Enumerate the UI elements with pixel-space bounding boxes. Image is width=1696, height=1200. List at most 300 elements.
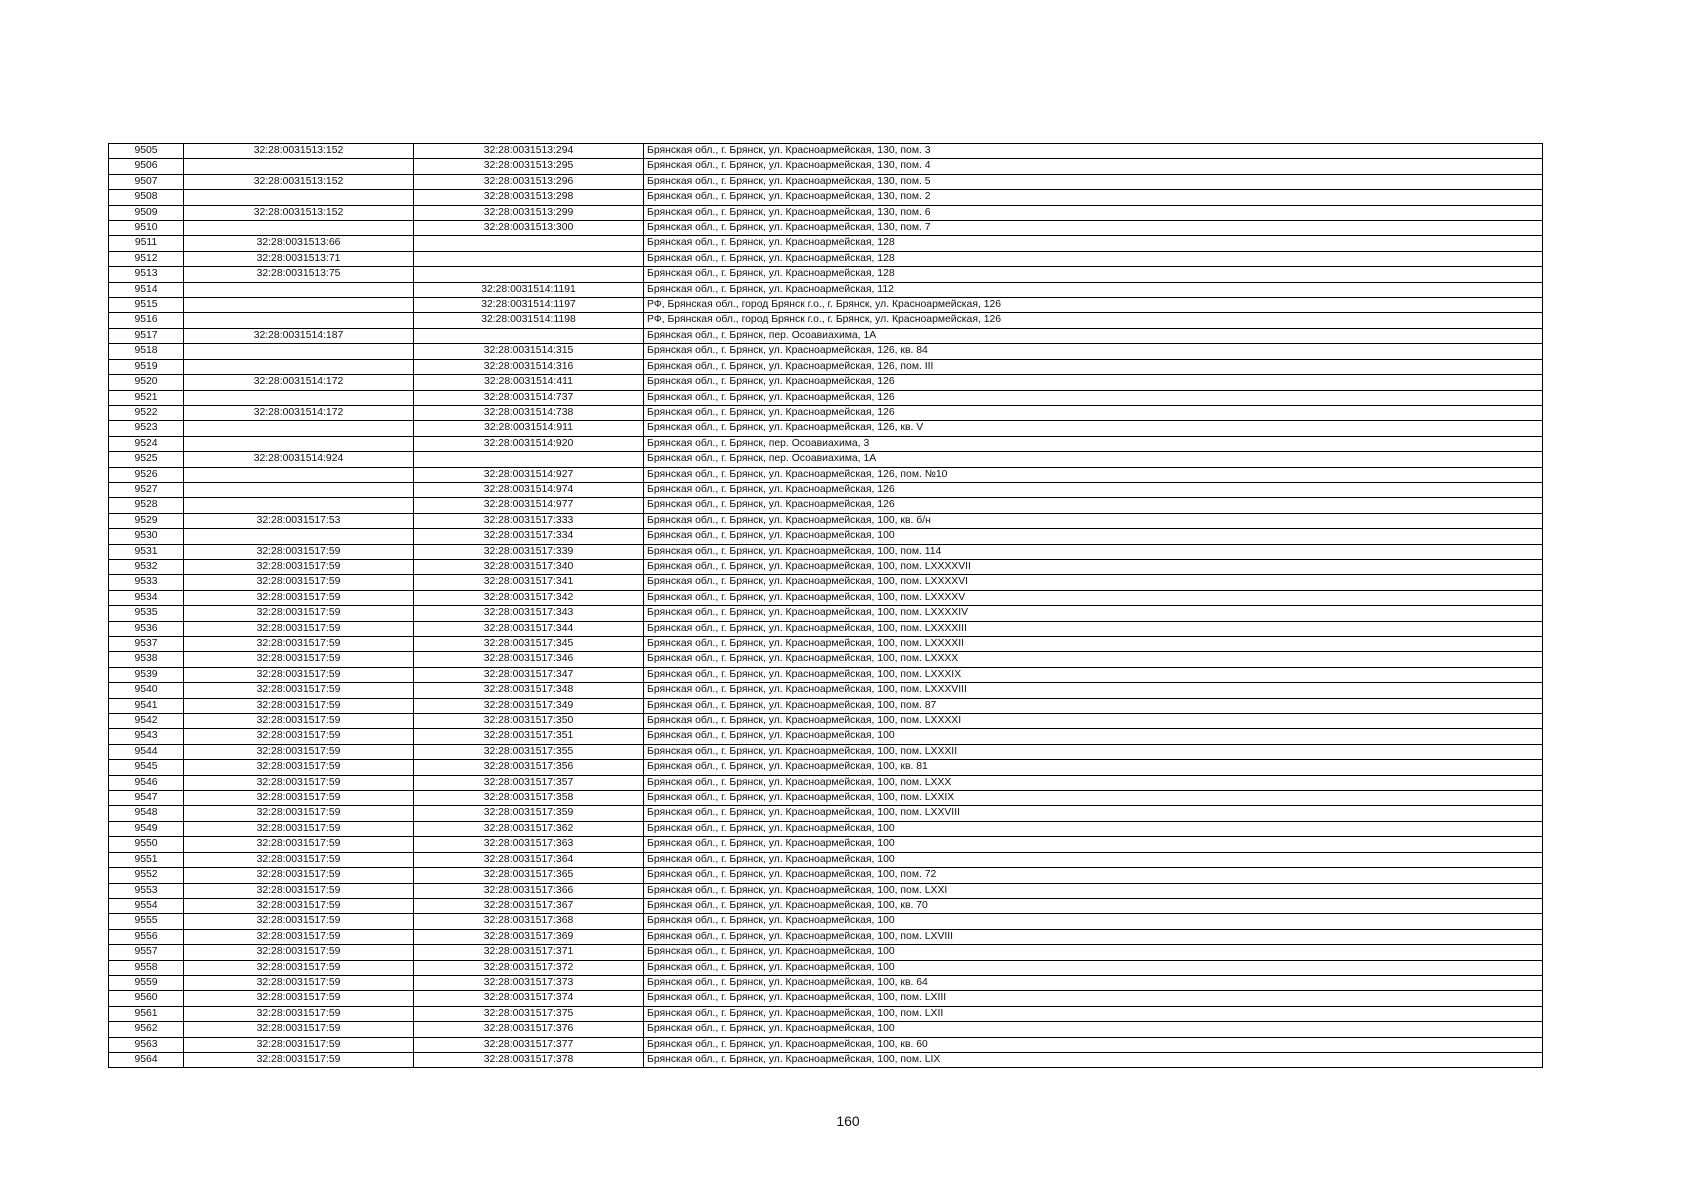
address-cell: Брянская обл., г. Брянск, ул. Красноармейская, 100, пом. LXXXXII: [644, 637, 1543, 652]
address-cell: Брянская обл., г. Брянск, ул. Красноармейская, 130, пом. 5: [644, 174, 1543, 189]
row-number-cell: 9513: [109, 267, 184, 282]
cadastral-number-cell: 32:28:0031517:364: [414, 852, 644, 867]
table-row: [109, 498, 1543, 513]
cadastral-number-cell: 32:28:0031517:346: [414, 652, 644, 667]
parent-cadastral-number-cell: 32:28:0031517:59: [184, 929, 414, 944]
table-row: [109, 683, 1543, 698]
address-cell: Брянская обл., г. Брянск, ул. Красноармейская, 126, пом. №10: [644, 467, 1543, 482]
parent-cadastral-number-cell: 32:28:0031517:59: [184, 945, 414, 960]
cadastral-number-cell: [414, 236, 644, 251]
row-number-cell: 9562: [109, 1022, 184, 1037]
cadastral-number-cell: 32:28:0031517:362: [414, 821, 644, 836]
row-number-cell: 9537: [109, 637, 184, 652]
table-row: [109, 544, 1543, 559]
address-cell: Брянская обл., г. Брянск, ул. Красноармейская, 100, кв. 60: [644, 1037, 1543, 1052]
address-cell: Брянская обл., г. Брянск, ул. Красноармейская, 100, пом. 114: [644, 544, 1543, 559]
row-number-cell: 9509: [109, 205, 184, 220]
table-row: [109, 421, 1543, 436]
address-cell: Брянская обл., г. Брянск, пер. Осоавиахима, 1А: [644, 452, 1543, 467]
parent-cadastral-number-cell: 32:28:0031513:71: [184, 251, 414, 266]
row-number-cell: 9550: [109, 837, 184, 852]
row-number-cell: 9549: [109, 821, 184, 836]
address-cell: Брянская обл., г. Брянск, ул. Красноармейская, 126: [644, 498, 1543, 513]
row-number-cell: 9518: [109, 344, 184, 359]
row-number-cell: 9559: [109, 975, 184, 990]
table-row: [109, 714, 1543, 729]
table-row: [109, 144, 1543, 159]
cadastral-number-cell: 32:28:0031517:363: [414, 837, 644, 852]
parent-cadastral-number-cell: 32:28:0031517:59: [184, 667, 414, 682]
parent-cadastral-number-cell: 32:28:0031514:924: [184, 452, 414, 467]
row-number-cell: 9521: [109, 390, 184, 405]
parent-cadastral-number-cell: [184, 467, 414, 482]
table-row: [109, 190, 1543, 205]
address-cell: Брянская обл., г. Брянск, пер. Осоавиахима, 3: [644, 436, 1543, 451]
parent-cadastral-number-cell: [184, 359, 414, 374]
row-number-cell: 9527: [109, 482, 184, 497]
address-cell: Брянская обл., г. Брянск, ул. Красноармейская, 100, пом. LXXIX: [644, 791, 1543, 806]
row-number-cell: 9535: [109, 606, 184, 621]
row-number-cell: 9558: [109, 960, 184, 975]
address-cell: Брянская обл., г. Брянск, ул. Красноармейская, 130, пом. 3: [644, 144, 1543, 159]
row-number-cell: 9524: [109, 436, 184, 451]
table-row: [109, 452, 1543, 467]
parent-cadastral-number-cell: 32:28:0031517:59: [184, 1022, 414, 1037]
address-cell: Брянская обл., г. Брянск, ул. Красноармейская, 100: [644, 914, 1543, 929]
table-row: [109, 159, 1543, 174]
row-number-cell: 9529: [109, 513, 184, 528]
table-body: [109, 144, 1543, 1068]
table-row: [109, 375, 1543, 390]
address-cell: Брянская обл., г. Брянск, ул. Красноармейская, 100, кв. 81: [644, 760, 1543, 775]
row-number-cell: 9552: [109, 868, 184, 883]
address-cell: Брянская обл., г. Брянск, ул. Красноармейская, 126: [644, 375, 1543, 390]
parent-cadastral-number-cell: 32:28:0031517:59: [184, 914, 414, 929]
row-number-cell: 9512: [109, 251, 184, 266]
parent-cadastral-number-cell: 32:28:0031517:59: [184, 606, 414, 621]
parent-cadastral-number-cell: 32:28:0031517:53: [184, 513, 414, 528]
address-cell: Брянская обл., г. Брянск, ул. Красноармейская, 100, пом. LXXXIX: [644, 667, 1543, 682]
parent-cadastral-number-cell: 32:28:0031517:59: [184, 821, 414, 836]
parent-cadastral-number-cell: 32:28:0031513:152: [184, 174, 414, 189]
table-row: [109, 390, 1543, 405]
address-cell: Брянская обл., г. Брянск, ул. Красноармейская, 126, пом. III: [644, 359, 1543, 374]
table-row: [109, 436, 1543, 451]
table-row: [109, 575, 1543, 590]
table-row: [109, 775, 1543, 790]
cadastral-number-cell: 32:28:0031517:334: [414, 529, 644, 544]
table-row: [109, 205, 1543, 220]
parent-cadastral-number-cell: 32:28:0031517:59: [184, 559, 414, 574]
parent-cadastral-number-cell: 32:28:0031513:152: [184, 144, 414, 159]
cadastral-number-cell: 32:28:0031517:376: [414, 1022, 644, 1037]
row-number-cell: 9516: [109, 313, 184, 328]
table-row: [109, 359, 1543, 374]
parent-cadastral-number-cell: 32:28:0031513:152: [184, 205, 414, 220]
address-cell: Брянская обл., г. Брянск, ул. Красноармейская, 100, пом. LIX: [644, 1052, 1543, 1067]
row-number-cell: 9507: [109, 174, 184, 189]
cadastral-number-cell: 32:28:0031513:296: [414, 174, 644, 189]
parent-cadastral-number-cell: [184, 498, 414, 513]
row-number-cell: 9542: [109, 714, 184, 729]
address-cell: Брянская обл., г. Брянск, ул. Красноармейская, 100, пом. 72: [644, 868, 1543, 883]
cadastral-number-cell: 32:28:0031517:341: [414, 575, 644, 590]
table-row: [109, 221, 1543, 236]
cadastral-number-cell: 32:28:0031517:347: [414, 667, 644, 682]
row-number-cell: 9533: [109, 575, 184, 590]
table-row: [109, 298, 1543, 313]
parent-cadastral-number-cell: 32:28:0031514:172: [184, 375, 414, 390]
cadastral-number-cell: 32:28:0031517:375: [414, 1006, 644, 1021]
row-number-cell: 9532: [109, 559, 184, 574]
parent-cadastral-number-cell: [184, 344, 414, 359]
cadastral-number-cell: 32:28:0031517:349: [414, 698, 644, 713]
address-cell: Брянская обл., г. Брянск, ул. Красноармейская, 100: [644, 837, 1543, 852]
row-number-cell: 9545: [109, 760, 184, 775]
parent-cadastral-number-cell: 32:28:0031517:59: [184, 637, 414, 652]
address-cell: Брянская обл., г. Брянск, ул. Красноармейская, 100: [644, 852, 1543, 867]
cadastral-number-cell: 32:28:0031517:357: [414, 775, 644, 790]
table-row: [109, 1006, 1543, 1021]
address-cell: Брянская обл., г. Брянск, ул. Красноармейская, 100, кв. 70: [644, 898, 1543, 913]
cadastral-number-cell: 32:28:0031514:315: [414, 344, 644, 359]
table-row: [109, 236, 1543, 251]
parent-cadastral-number-cell: 32:28:0031517:59: [184, 652, 414, 667]
parent-cadastral-number-cell: 32:28:0031517:59: [184, 1006, 414, 1021]
cadastral-number-cell: 32:28:0031517:371: [414, 945, 644, 960]
address-cell: Брянская обл., г. Брянск, ул. Красноармейская, 100, пом. LXXXVIII: [644, 683, 1543, 698]
cadastral-number-cell: [414, 267, 644, 282]
cadastral-number-cell: 32:28:0031517:355: [414, 744, 644, 759]
cadastral-number-cell: 32:28:0031517:340: [414, 559, 644, 574]
table-row: [109, 914, 1543, 929]
address-cell: Брянская обл., г. Брянск, ул. Красноармейская, 112: [644, 282, 1543, 297]
parent-cadastral-number-cell: [184, 282, 414, 297]
parent-cadastral-number-cell: [184, 313, 414, 328]
cadastral-number-cell: 32:28:0031517:344: [414, 621, 644, 636]
parent-cadastral-number-cell: 32:28:0031517:59: [184, 1052, 414, 1067]
row-number-cell: 9561: [109, 1006, 184, 1021]
cadastral-number-cell: 32:28:0031517:373: [414, 975, 644, 990]
cadastral-number-cell: 32:28:0031514:911: [414, 421, 644, 436]
address-cell: Брянская обл., г. Брянск, ул. Красноармейская, 100, пом. LXXVIII: [644, 806, 1543, 821]
address-cell: Брянская обл., г. Брянск, ул. Красноармейская, 130, пом. 7: [644, 221, 1543, 236]
row-number-cell: 9534: [109, 590, 184, 605]
row-number-cell: 9520: [109, 375, 184, 390]
parent-cadastral-number-cell: 32:28:0031517:59: [184, 837, 414, 852]
table-row: [109, 975, 1543, 990]
cadastral-number-cell: 32:28:0031517:345: [414, 637, 644, 652]
parent-cadastral-number-cell: 32:28:0031517:59: [184, 744, 414, 759]
cadastral-number-cell: 32:28:0031517:374: [414, 991, 644, 1006]
cadastral-number-cell: 32:28:0031514:920: [414, 436, 644, 451]
parent-cadastral-number-cell: 32:28:0031517:59: [184, 991, 414, 1006]
parent-cadastral-number-cell: [184, 298, 414, 313]
row-number-cell: 9505: [109, 144, 184, 159]
address-cell: Брянская обл., г. Брянск, ул. Красноармейская, 100, пом. LXXXXIII: [644, 621, 1543, 636]
cadastral-number-cell: 32:28:0031517:356: [414, 760, 644, 775]
row-number-cell: 9525: [109, 452, 184, 467]
address-cell: Брянская обл., г. Брянск, пер. Осоавиахима, 1А: [644, 328, 1543, 343]
parent-cadastral-number-cell: [184, 390, 414, 405]
address-cell: Брянская обл., г. Брянск, ул. Красноармейская, 126, кв. V: [644, 421, 1543, 436]
parent-cadastral-number-cell: 32:28:0031517:59: [184, 898, 414, 913]
cadastral-number-cell: 32:28:0031517:365: [414, 868, 644, 883]
row-number-cell: 9560: [109, 991, 184, 1006]
address-cell: Брянская обл., г. Брянск, ул. Красноармейская, 100, пом. LXXXX: [644, 652, 1543, 667]
table-row: [109, 960, 1543, 975]
row-number-cell: 9511: [109, 236, 184, 251]
table-row: [109, 559, 1543, 574]
row-number-cell: 9563: [109, 1037, 184, 1052]
cadastral-number-cell: 32:28:0031517:343: [414, 606, 644, 621]
cadastral-number-cell: 32:28:0031517:342: [414, 590, 644, 605]
table-row: [109, 991, 1543, 1006]
row-number-cell: 9514: [109, 282, 184, 297]
address-cell: Брянская обл., г. Брянск, ул. Красноармейская, 100: [644, 821, 1543, 836]
row-number-cell: 9548: [109, 806, 184, 821]
address-cell: Брянская обл., г. Брянск, ул. Красноармейская, 100: [644, 729, 1543, 744]
address-cell: Брянская обл., г. Брянск, ул. Красноармейская, 100, пом. LXXX: [644, 775, 1543, 790]
row-number-cell: 9546: [109, 775, 184, 790]
row-number-cell: 9508: [109, 190, 184, 205]
address-cell: Брянская обл., г. Брянск, ул. Красноармейская, 100: [644, 960, 1543, 975]
table-row: [109, 606, 1543, 621]
address-cell: Брянская обл., г. Брянск, ул. Красноармейская, 130, пом. 4: [644, 159, 1543, 174]
parent-cadastral-number-cell: 32:28:0031517:59: [184, 621, 414, 636]
address-cell: Брянская обл., г. Брянск, ул. Красноармейская, 100: [644, 529, 1543, 544]
cadastral-number-cell: 32:28:0031514:737: [414, 390, 644, 405]
table-row: [109, 590, 1543, 605]
row-number-cell: 9510: [109, 221, 184, 236]
address-cell: Брянская обл., г. Брянск, ул. Красноармейская, 100: [644, 1022, 1543, 1037]
address-cell: Брянская обл., г. Брянск, ул. Красноармейская, 100, пом. LXIII: [644, 991, 1543, 1006]
address-cell: РФ, Брянская обл., город Брянск г.о., г. Брянск, ул. Красноармейская, 126: [644, 313, 1543, 328]
cadastral-number-cell: 32:28:0031517:366: [414, 883, 644, 898]
address-cell: Брянская обл., г. Брянск, ул. Красноармейская, 126, кв. 84: [644, 344, 1543, 359]
cadastral-number-cell: 32:28:0031517:378: [414, 1052, 644, 1067]
table-row: [109, 837, 1543, 852]
address-cell: Брянская обл., г. Брянск, ул. Красноармейская, 100, пом. LXXXXIV: [644, 606, 1543, 621]
cadastral-number-cell: 32:28:0031514:977: [414, 498, 644, 513]
table-row: [109, 791, 1543, 806]
cadastral-number-cell: 32:28:0031514:738: [414, 405, 644, 420]
row-number-cell: 9539: [109, 667, 184, 682]
parent-cadastral-number-cell: [184, 436, 414, 451]
parent-cadastral-number-cell: [184, 482, 414, 497]
cadastral-number-cell: 32:28:0031514:1197: [414, 298, 644, 313]
parent-cadastral-number-cell: 32:28:0031517:59: [184, 683, 414, 698]
cadastral-number-cell: 32:28:0031513:299: [414, 205, 644, 220]
address-cell: Брянская обл., г. Брянск, ул. Красноармейская, 100, пом. LXVIII: [644, 929, 1543, 944]
table-row: [109, 1052, 1543, 1067]
row-number-cell: 9540: [109, 683, 184, 698]
address-cell: Брянская обл., г. Брянск, ул. Красноармейская, 100, кв. б/н: [644, 513, 1543, 528]
table-row: [109, 898, 1543, 913]
table-row: [109, 174, 1543, 189]
address-cell: Брянская обл., г. Брянск, ул. Красноармейская, 126: [644, 405, 1543, 420]
address-cell: Брянская обл., г. Брянск, ул. Красноармейская, 100, пом. LXXXXV: [644, 590, 1543, 605]
cadastral-number-cell: 32:28:0031513:298: [414, 190, 644, 205]
parent-cadastral-number-cell: 32:28:0031517:59: [184, 883, 414, 898]
parent-cadastral-number-cell: 32:28:0031517:59: [184, 575, 414, 590]
table-row: [109, 251, 1543, 266]
address-cell: Брянская обл., г. Брянск, ул. Красноармейская, 100, пом. LXXXXVII: [644, 559, 1543, 574]
address-cell: РФ, Брянская обл., город Брянск г.о., г. Брянск, ул. Красноармейская, 126: [644, 298, 1543, 313]
cadastral-number-cell: 32:28:0031514:1191: [414, 282, 644, 297]
row-number-cell: 9519: [109, 359, 184, 374]
parent-cadastral-number-cell: 32:28:0031517:59: [184, 1037, 414, 1052]
cadastral-number-cell: 32:28:0031517:358: [414, 791, 644, 806]
cadastral-number-cell: 32:28:0031517:351: [414, 729, 644, 744]
parent-cadastral-number-cell: 32:28:0031517:59: [184, 590, 414, 605]
address-cell: Брянская обл., г. Брянск, ул. Красноармейская, 126: [644, 482, 1543, 497]
row-number-cell: 9528: [109, 498, 184, 513]
parent-cadastral-number-cell: 32:28:0031517:59: [184, 960, 414, 975]
row-number-cell: 9564: [109, 1052, 184, 1067]
cadastral-number-cell: [414, 251, 644, 266]
cadastral-number-cell: 32:28:0031513:295: [414, 159, 644, 174]
cadastral-number-cell: 32:28:0031514:927: [414, 467, 644, 482]
parent-cadastral-number-cell: [184, 529, 414, 544]
parent-cadastral-number-cell: 32:28:0031517:59: [184, 760, 414, 775]
address-cell: Брянская обл., г. Брянск, ул. Красноармейская, 100: [644, 945, 1543, 960]
row-number-cell: 9538: [109, 652, 184, 667]
row-number-cell: 9553: [109, 883, 184, 898]
address-cell: Брянская обл., г. Брянск, ул. Красноармейская, 128: [644, 267, 1543, 282]
table-row: [109, 883, 1543, 898]
parent-cadastral-number-cell: 32:28:0031514:172: [184, 405, 414, 420]
cadastral-number-cell: 32:28:0031514:1198: [414, 313, 644, 328]
cadastral-number-cell: 32:28:0031517:377: [414, 1037, 644, 1052]
cadastral-table: [108, 143, 1543, 1068]
table-row: [109, 267, 1543, 282]
row-number-cell: 9523: [109, 421, 184, 436]
table-row: [109, 744, 1543, 759]
table-row: [109, 313, 1543, 328]
address-cell: Брянская обл., г. Брянск, ул. Красноармейская, 130, пом. 6: [644, 205, 1543, 220]
row-number-cell: 9551: [109, 852, 184, 867]
row-number-cell: 9557: [109, 945, 184, 960]
table-row: [109, 405, 1543, 420]
table-row: [109, 637, 1543, 652]
cadastral-number-cell: 32:28:0031513:300: [414, 221, 644, 236]
table-row: [109, 1022, 1543, 1037]
cadastral-number-cell: 32:28:0031517:333: [414, 513, 644, 528]
row-number-cell: 9541: [109, 698, 184, 713]
table-row: [109, 482, 1543, 497]
parent-cadastral-number-cell: 32:28:0031517:59: [184, 868, 414, 883]
cadastral-number-cell: 32:28:0031517:348: [414, 683, 644, 698]
row-number-cell: 9554: [109, 898, 184, 913]
table-row: [109, 652, 1543, 667]
cadastral-number-cell: [414, 328, 644, 343]
table-row: [109, 1037, 1543, 1052]
table-row: [109, 667, 1543, 682]
row-number-cell: 9556: [109, 929, 184, 944]
cadastral-number-cell: 32:28:0031514:411: [414, 375, 644, 390]
cadastral-number-cell: 32:28:0031517:367: [414, 898, 644, 913]
address-cell: Брянская обл., г. Брянск, ул. Красноармейская, 130, пом. 2: [644, 190, 1543, 205]
cadastral-number-cell: 32:28:0031517:359: [414, 806, 644, 821]
parent-cadastral-number-cell: 32:28:0031513:66: [184, 236, 414, 251]
address-cell: Брянская обл., г. Брянск, ул. Красноармейская, 128: [644, 251, 1543, 266]
cadastral-number-cell: 32:28:0031517:350: [414, 714, 644, 729]
row-number-cell: 9526: [109, 467, 184, 482]
row-number-cell: 9530: [109, 529, 184, 544]
parent-cadastral-number-cell: 32:28:0031514:187: [184, 328, 414, 343]
table-row: [109, 760, 1543, 775]
table-row: [109, 467, 1543, 482]
parent-cadastral-number-cell: 32:28:0031517:59: [184, 544, 414, 559]
address-cell: Брянская обл., г. Брянск, ул. Красноармейская, 100, кв. 64: [644, 975, 1543, 990]
cadastral-number-cell: 32:28:0031517:369: [414, 929, 644, 944]
parent-cadastral-number-cell: 32:28:0031517:59: [184, 852, 414, 867]
row-number-cell: 9506: [109, 159, 184, 174]
table-row: [109, 729, 1543, 744]
table-row: [109, 621, 1543, 636]
parent-cadastral-number-cell: 32:28:0031517:59: [184, 791, 414, 806]
parent-cadastral-number-cell: 32:28:0031517:59: [184, 975, 414, 990]
cadastral-number-cell: 32:28:0031517:339: [414, 544, 644, 559]
table-row: [109, 282, 1543, 297]
cadastral-number-cell: 32:28:0031514:974: [414, 482, 644, 497]
address-cell: Брянская обл., г. Брянск, ул. Красноармейская, 100, пом. 87: [644, 698, 1543, 713]
table-row: [109, 344, 1543, 359]
table-row: [109, 806, 1543, 821]
table-row: [109, 868, 1543, 883]
row-number-cell: 9547: [109, 791, 184, 806]
cadastral-number-cell: [414, 452, 644, 467]
table-row: [109, 929, 1543, 944]
page-number: 160: [836, 1113, 860, 1129]
cadastral-number-cell: 32:28:0031517:372: [414, 960, 644, 975]
cadastral-number-cell: 32:28:0031513:294: [414, 144, 644, 159]
address-cell: Брянская обл., г. Брянск, ул. Красноармейская, 100, пом. LXII: [644, 1006, 1543, 1021]
row-number-cell: 9515: [109, 298, 184, 313]
address-cell: Брянская обл., г. Брянск, ул. Красноармейская, 100, пом. LXXXII: [644, 744, 1543, 759]
table-row: [109, 513, 1543, 528]
row-number-cell: 9544: [109, 744, 184, 759]
table-row: [109, 821, 1543, 836]
parent-cadastral-number-cell: 32:28:0031517:59: [184, 806, 414, 821]
parent-cadastral-number-cell: 32:28:0031517:59: [184, 729, 414, 744]
cadastral-number-cell: 32:28:0031517:368: [414, 914, 644, 929]
table-row: [109, 945, 1543, 960]
address-cell: Брянская обл., г. Брянск, ул. Красноармейская, 100, пом. LXXXXVI: [644, 575, 1543, 590]
address-cell: Брянская обл., г. Брянск, ул. Красноармейская, 128: [644, 236, 1543, 251]
row-number-cell: 9522: [109, 405, 184, 420]
row-number-cell: 9555: [109, 914, 184, 929]
parent-cadastral-number-cell: [184, 421, 414, 436]
row-number-cell: 9531: [109, 544, 184, 559]
parent-cadastral-number-cell: [184, 221, 414, 236]
parent-cadastral-number-cell: [184, 159, 414, 174]
table-row: [109, 328, 1543, 343]
table-row: [109, 852, 1543, 867]
row-number-cell: 9536: [109, 621, 184, 636]
parent-cadastral-number-cell: 32:28:0031513:75: [184, 267, 414, 282]
table-row: [109, 529, 1543, 544]
cadastral-number-cell: 32:28:0031514:316: [414, 359, 644, 374]
parent-cadastral-number-cell: 32:28:0031517:59: [184, 714, 414, 729]
row-number-cell: 9543: [109, 729, 184, 744]
address-cell: Брянская обл., г. Брянск, ул. Красноармейская, 126: [644, 390, 1543, 405]
parent-cadastral-number-cell: 32:28:0031517:59: [184, 698, 414, 713]
table-row: [109, 698, 1543, 713]
parent-cadastral-number-cell: [184, 190, 414, 205]
parent-cadastral-number-cell: 32:28:0031517:59: [184, 775, 414, 790]
